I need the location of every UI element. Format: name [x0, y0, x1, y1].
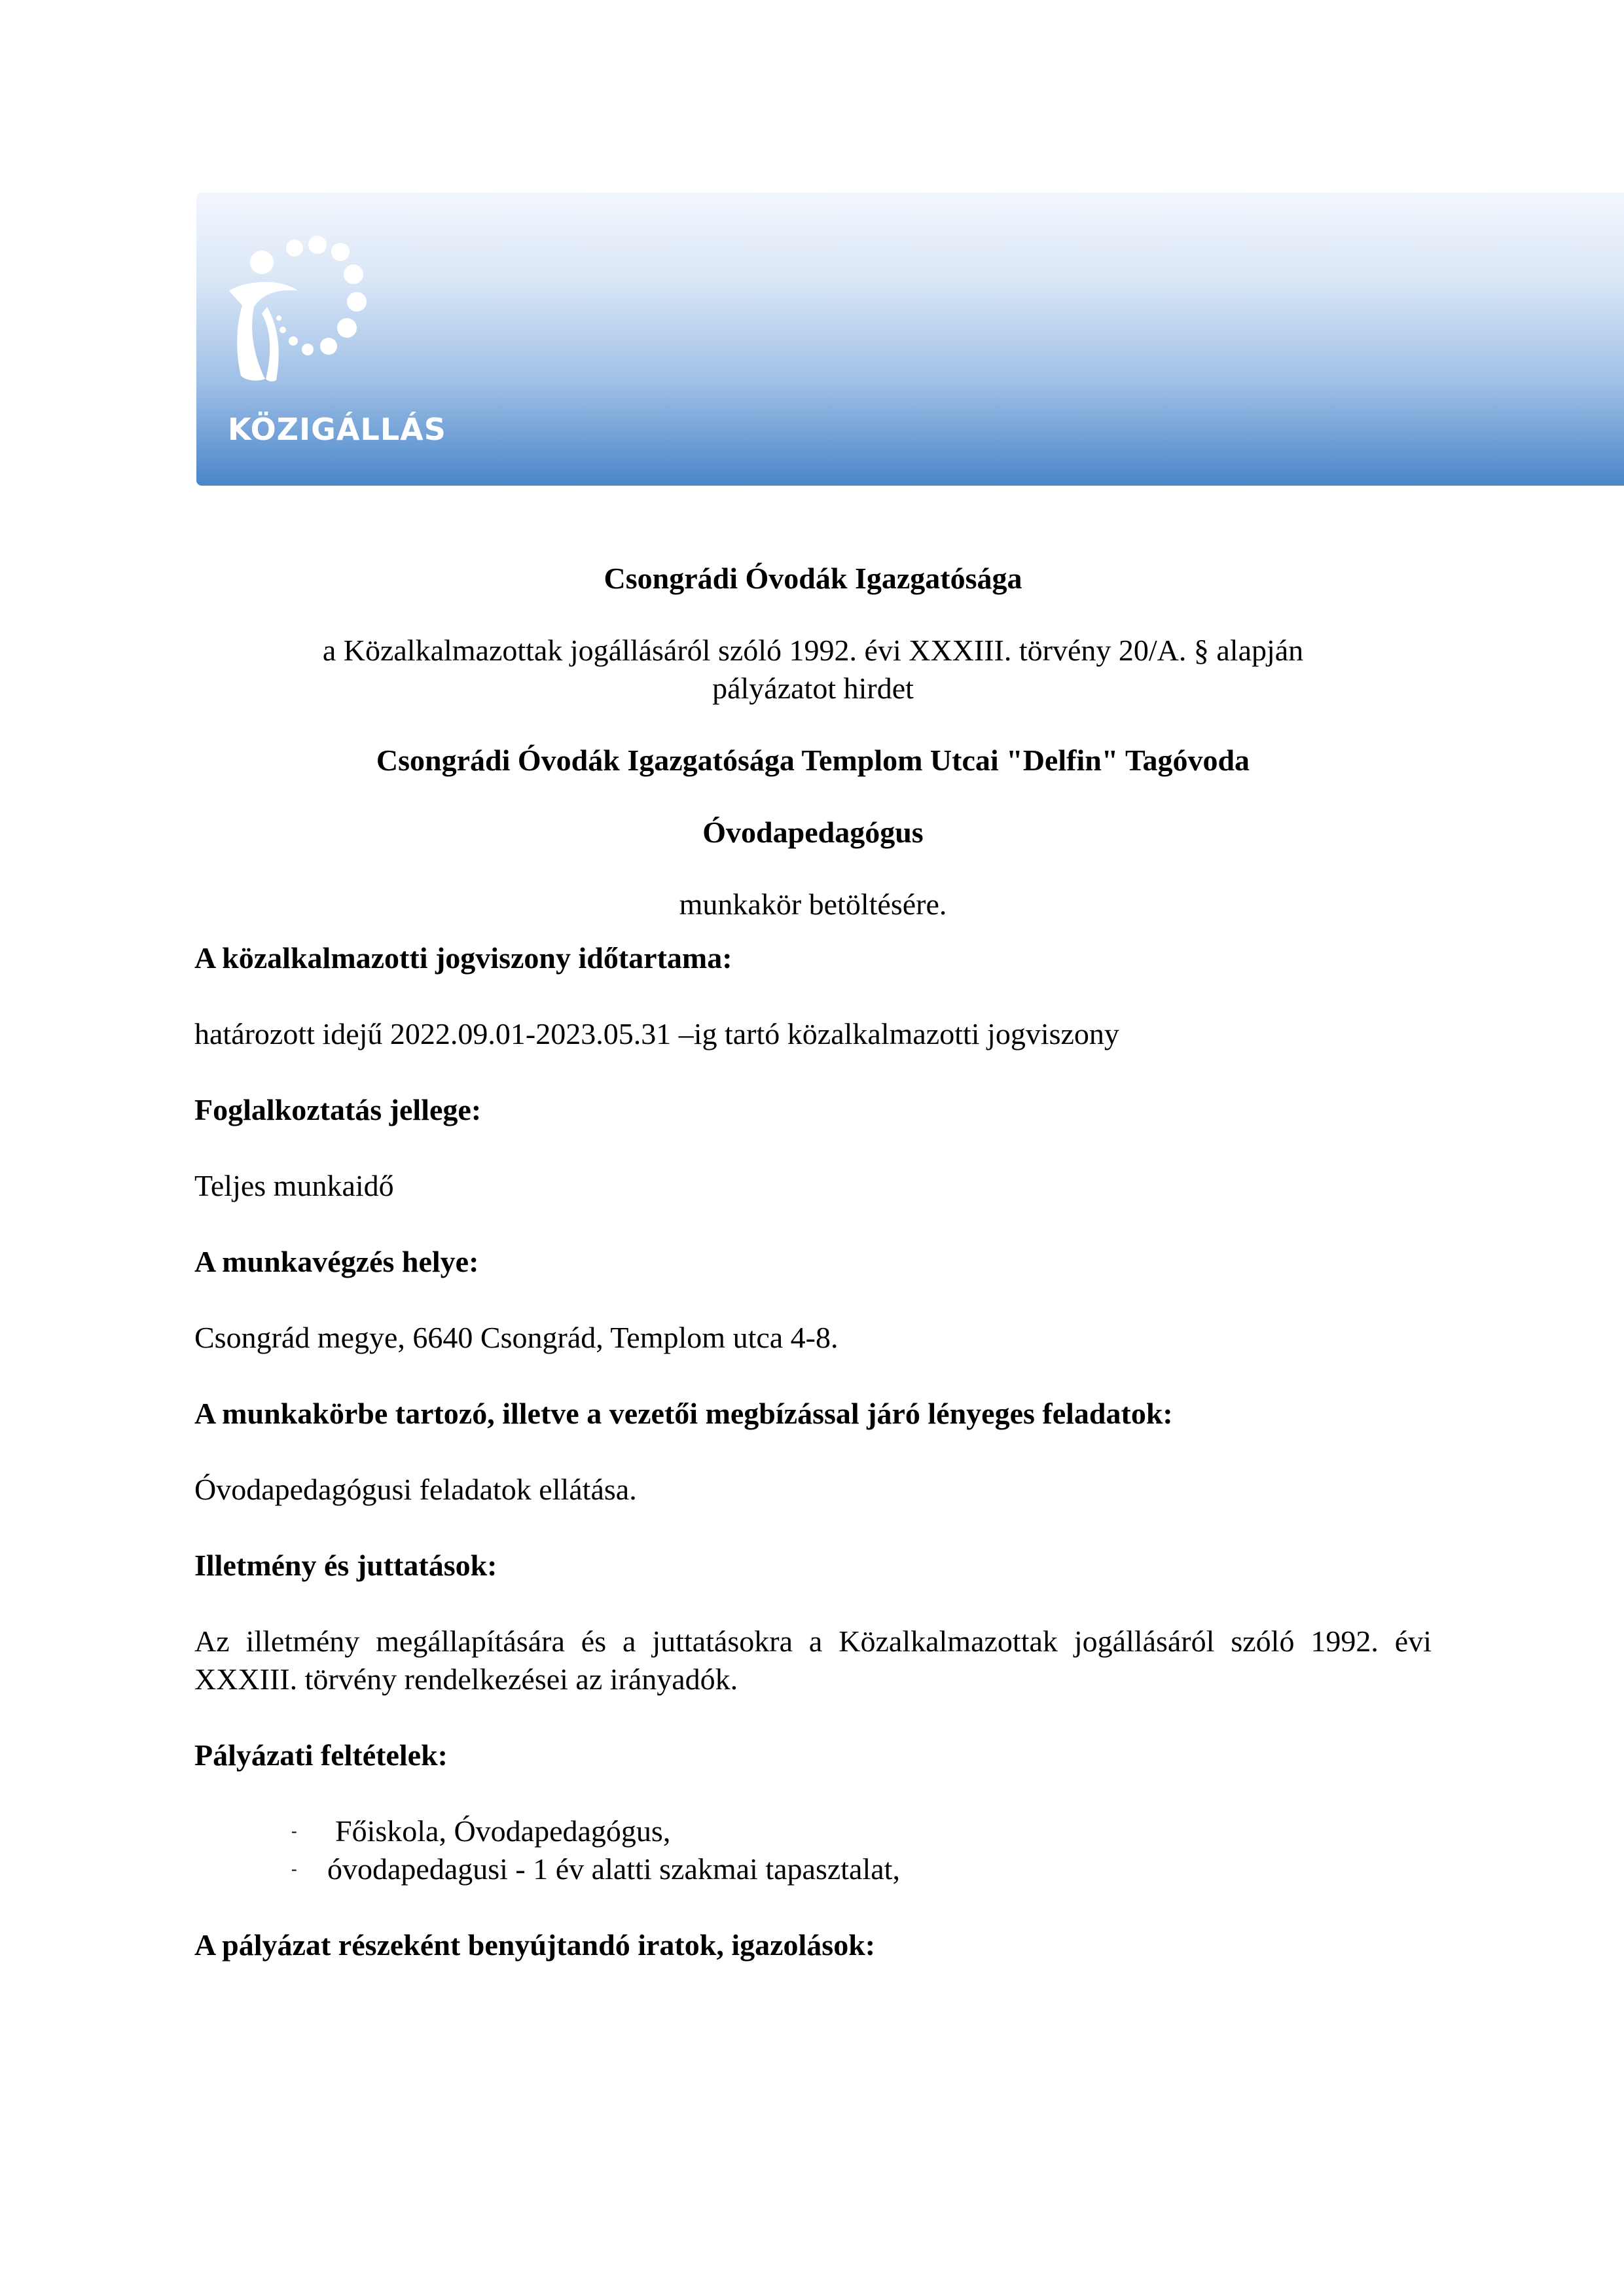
location-heading: A munkavégzés helye:: [194, 1245, 479, 1278]
list-item: [194, 1850, 1432, 1888]
logo-dot: [337, 318, 357, 338]
location-text: Csongrád megye, 6640 Csongrád, Templom utca 4-8.: [194, 1321, 839, 1354]
salary-heading: Illetmény és juttatások:: [194, 1549, 497, 1582]
duties-text: Óvodapedagógusi feladatok ellátása.: [194, 1473, 637, 1506]
logo-dot: [308, 236, 327, 254]
requirement-text: Főiskola, Óvodapedagógus,: [335, 1814, 671, 1848]
employment-type-text: Teljes munkaidő: [194, 1169, 394, 1202]
logo-dot: [276, 315, 281, 321]
documents-heading: A pályázat részeként benyújtandó iratok, igazolások:: [194, 1928, 876, 1962]
position-suffix: munkakör betöltésére.: [679, 888, 947, 921]
dash-bullet: -: [291, 1821, 297, 1840]
list-item: [194, 1812, 1432, 1850]
requirement-text: óvodapedagusi - 1 év alatti szakmai tapasztalat,: [327, 1852, 900, 1886]
salary-text: Az illetmény megállapítására és a juttatásokra a Közalkalmazottak jogállásáról szóló 1992. évi XXXIII. törvény rendelkezései az irányadók.: [194, 1624, 1432, 1696]
logo-figure: [229, 282, 298, 381]
job-posting: [194, 560, 1432, 1964]
legal-basis: a Közalkalmazottak jogállásáról szóló 1992. évi XXXIII. törvény 20/A. § alapján: [322, 634, 1304, 667]
dash-bullet: -: [291, 1859, 297, 1878]
announcement: pályázatot hirdet: [712, 672, 914, 705]
organization-title: Csongrádi Óvodák Igazgatósága: [604, 562, 1022, 595]
logo-dot: [289, 336, 298, 346]
duties-heading: A munkakörbe tartozó, illetve a vezetői megbízással járó lényeges feladatok:: [194, 1397, 1173, 1430]
workplace-title: Csongrádi Óvodák Igazgatósága Templom Utcai "Delfin" Tagóvoda: [376, 744, 1250, 777]
duration-text: határozott idejű 2022.09.01-2023.05.31 –ig tartó közalkalmazotti jogviszony: [194, 1017, 1119, 1050]
logo-dot: [302, 344, 314, 355]
logo-dot: [347, 292, 367, 312]
requirements-heading: Pályázati feltételek:: [194, 1738, 448, 1772]
kozigallas-logo-icon: [216, 228, 439, 425]
duration-heading: A közalkalmazotti jogviszony időtartama:: [194, 941, 732, 975]
requirements-list: [194, 1812, 1432, 1888]
logo-dot: [320, 338, 337, 355]
logo-dot: [344, 264, 363, 284]
logo-dot: [286, 240, 303, 257]
logo-head: [250, 251, 274, 274]
logo-figure-leg: [262, 307, 279, 382]
position-title: Óvodapedagógus: [702, 816, 924, 849]
kozigallas-banner: [196, 192, 1624, 486]
logo-dot: [280, 327, 286, 333]
logo-text: KÖZIGÁLLÁS: [228, 412, 446, 447]
employment-type-heading: Foglalkoztatás jellege:: [194, 1093, 482, 1126]
logo-dot: [331, 243, 350, 261]
